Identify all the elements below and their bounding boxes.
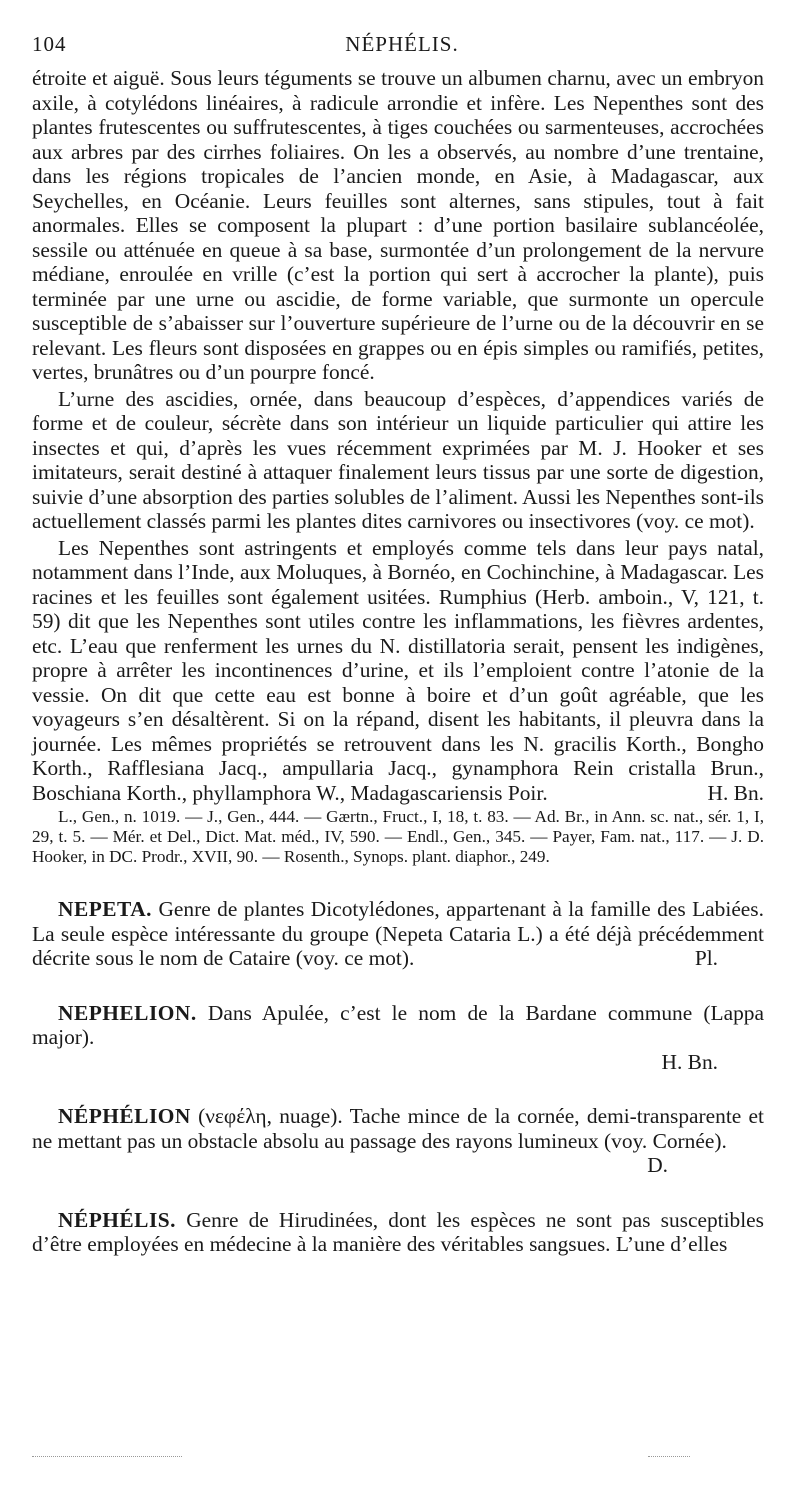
footer-dotted-rule-right: [648, 1456, 690, 1457]
paragraph-ascidies: L’urne des ascidies, ornée, dans beaucoup d’espèces, d’appendices variés de forme et de couleur, sécrète dans son intérieur un liquide particulier qui attire les insectes et qui, d’après les vues récemment exprimées par M. J. Hooker et ses imitateurs, serait destiné à attaquer finalement leurs tissus par une sorte de digestion, suivie d’une absorption des parties solubles de l’aliment. Aussi les Nepenthes sont-ils actuellement classés parmi les plantes dites carnivores ou insectivores (voy. ce mot).: [32, 386, 764, 533]
entry-nephelis: [32, 1208, 764, 1257]
headword-nephelion-2: NÉPHÉLION: [58, 1104, 191, 1128]
page-header: [32, 26, 772, 66]
entry-nepeta: [32, 897, 764, 971]
paragraph-properties-text: Les Nepenthes sont astringents et employés comme tels dans leur pays natal, notamment dans l’Inde, aux Moluques, à Bornéo, en Cochinchine, à Madagascar. Les racines et les feuilles sont également usitées. Rumphius (Herb. amboin., V, 121, t. 59) dit que les Nepenthes sont utiles contre les inflammations, les fièvres ardentes, etc. L’eau que renferment les urnes du N. distillatoria serait, pensent les indigènes, propre à arrêter les incontinences d’urine, et ils l’emploient contre l’atonie de la vessie. On dit que cette eau est bonne à boire et d’un goût agréable, que les voyageurs s’en désaltèrent. Si on la répand, disent les habitants, il pleuvra dans la journée. Les mêmes propriétés se retrouvent dans les N. gracilis Korth., Bongho Korth., Rafflesiana Jacq., ampullaria Jacq., gynamphora Rein cristalla Brun., Boschiana Korth., phyllamphora W., Madagascariensis Poir.: [32, 535, 764, 805]
entry-text-nephelion-2: (νεφέλη, nuage). Tache mince de la cornée, demi-transparente et ne mettant pas un obstacle absolu au passage des rayons lumineux (voy. Cornée).: [32, 1104, 764, 1153]
paragraph-continuation: étroite et aiguë. Sous leurs téguments se trouve un albumen charnu, avec un embryon axile, à cotylédons linéaires, à radicule arrondie et infère. Les Nepenthes sont des plantes frutescentes ou suffrutescentes, à tiges couchées ou sarmenteuses, accrochées aux arbres par des cirrhes foliaires. On les a observés, au nombre d’une trentaine, dans les régions tropicales de l’ancien monde, en Asie, à Madagascar, aux Seychelles, en Océanie. Leurs feuilles sont alternes, sans stipules, tout à fait anormales. Elles se composent la plupart : d’une portion basilaire sublancéolée, sessile ou atténuée en queue à sa base, surmontée d’un prolongement de la nervure médiane, enroulée en vrille (c’est la portion qui sert à accrocher la plante), puis terminée par une urne ou ascidie, de forme variable, que surmonte un opercule susceptible de s’abaisser sur l’ouverture supérieure de l’urne ou de la découvrir en se relevant. Les fleurs sont disposées en grappes ou en épis simples ou ramifiés, petites, vertes, brunâtres ou d’un pourpre foncé.: [32, 66, 764, 384]
bibliography: [32, 807, 764, 867]
headword-nephelis: NÉPHÉLIS.: [58, 1207, 177, 1232]
footer-dotted-rule-left: [32, 1456, 182, 1457]
running-title: NÉPHÉLIS.: [345, 32, 459, 56]
signature-nephelion-2: D.: [647, 1153, 668, 1177]
entry-nephelion-1: [32, 1001, 764, 1075]
signature-nephelion-1: H. Bn.: [661, 1049, 718, 1074]
headword-nepeta: NEPETA.: [58, 897, 153, 921]
headword-nephelion-1: NEPHELION.: [58, 1000, 197, 1025]
author-signature: H. Bn.: [707, 780, 764, 805]
entry-text-nephelion-1: Dans Apulée, c’est le nom de la Bardane commune (Lappa major).: [32, 1000, 764, 1049]
signature-nepeta: Pl.: [694, 946, 718, 970]
page-footer: [32, 1452, 772, 1466]
entry-text-nephelis: Genre de Hirudinées, dont les espèces ne sont pas susceptibles d’être employées en médecine à la manière des véritables sangsues. L’une d’elles: [32, 1207, 764, 1256]
entry-text-nepeta: Genre de plantes Dicotylédones, appartenant à la famille des Labiées. La seule espèce intéressante du groupe (Nepeta Cataria L.) a été déjà précédemment décrite sous le nom de Cataire (voy. ce mot).: [32, 897, 764, 970]
page-number: 104: [32, 32, 67, 56]
paragraph-properties: [32, 536, 764, 806]
bibliography-text: L., Gen., n. 1019. — J., Gen., 444. — Gærtn., Fruct., I, 18, t. 83. — Ad. Br., in Ann. sc. nat., sér. 1, I, 29, t. 5. — Mér. et Del., Dict. Mat. méd., IV, 590. — Endl., Gen., 345. — Payer, Fam. nat., 117. — J. D. Hooker, in DC. Prodr., XVII, 90. — Rosenth., Synops. plant. diaphor., 249.: [32, 807, 764, 866]
entry-nephelion-2: [32, 1104, 764, 1178]
page-body: [32, 66, 764, 1257]
